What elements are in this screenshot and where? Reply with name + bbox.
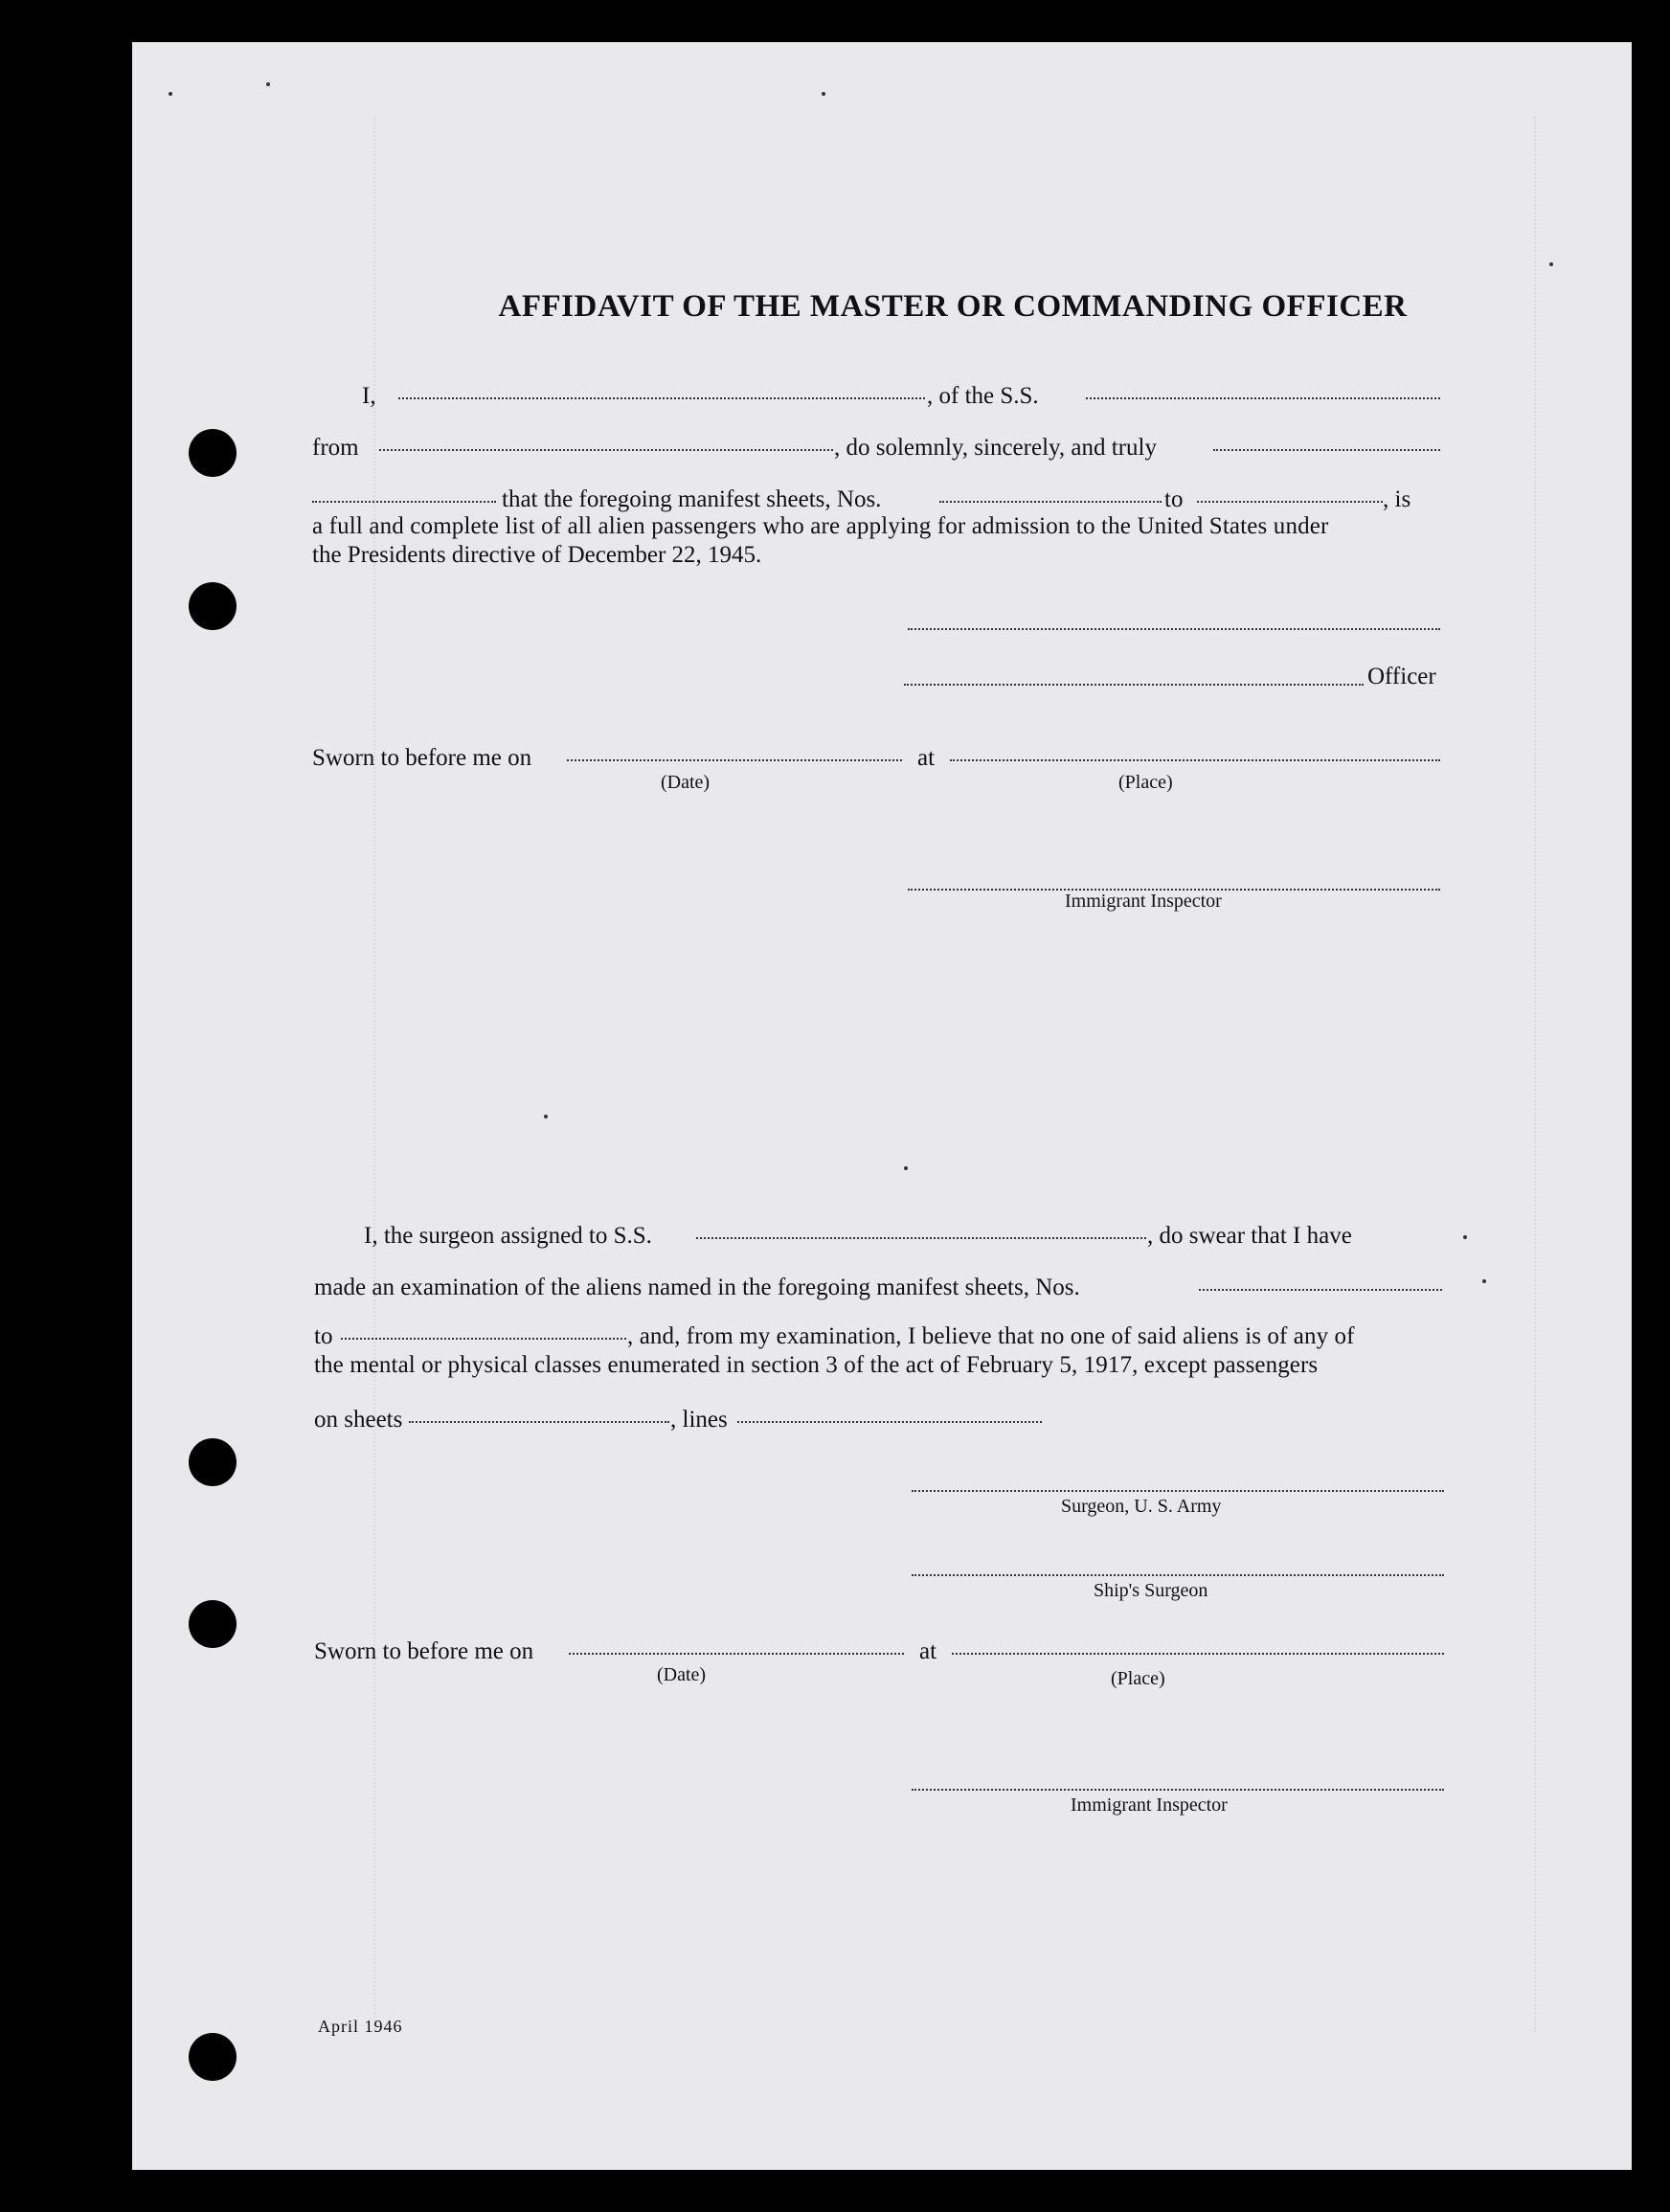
examination-label: made an examination of the aliens named in the foregoing manifest sheets, Nos. — [314, 1275, 1080, 1300]
army-surgeon-label: Surgeon, U. S. Army — [1061, 1496, 1222, 1517]
officer-signature-field[interactable] — [908, 628, 1440, 630]
oath-type-field[interactable] — [1213, 449, 1440, 451]
excepted-sheets-field[interactable] — [409, 1421, 669, 1423]
surgeon-manifest-from-field[interactable] — [1199, 1289, 1442, 1291]
speck — [544, 1115, 548, 1118]
from-label: from — [312, 435, 359, 461]
surgeon-statement-line: , and, from my examination, I believe that no one of said aliens is of any of — [627, 1323, 1355, 1349]
solemnly-label: , do solemnly, sincerely, and truly — [834, 435, 1157, 461]
punch-hole — [189, 429, 237, 477]
swear-label: , do swear that I have — [1147, 1223, 1352, 1249]
army-surgeon-signature-field[interactable] — [912, 1490, 1444, 1492]
surgeon-date-caption: (Date) — [657, 1664, 707, 1685]
punch-hole — [189, 1600, 237, 1648]
ship-surgeon-signature-field[interactable] — [912, 1574, 1444, 1576]
inspector-label: Immigrant Inspector — [1065, 891, 1222, 912]
to-label: to — [1164, 486, 1184, 512]
punch-hole — [189, 2033, 237, 2081]
surgeon-statement-line: the mental or physical classes enumerated in section 3 of the act of February 5, 1917, except passengers — [314, 1352, 1319, 1378]
excepted-lines-field[interactable] — [737, 1421, 1042, 1423]
from-port-field[interactable] — [379, 449, 833, 451]
date-caption: (Date) — [661, 772, 711, 793]
lines-label: , lines — [670, 1407, 728, 1433]
oath-type-continued-field[interactable] — [312, 501, 496, 503]
master-ship-field[interactable] — [1086, 397, 1440, 399]
sworn-label: Sworn to before me on — [312, 745, 532, 771]
is-label: , is — [1383, 486, 1411, 512]
manifest-from-field[interactable] — [939, 501, 1162, 503]
speck — [1463, 1235, 1467, 1239]
master-statement-line: the Presidents directive of December 22, 1945. — [312, 542, 762, 568]
form-title: AFFIDAVIT OF THE MASTER OR COMMANDING OFFICER — [498, 289, 1408, 324]
punch-hole — [189, 582, 237, 630]
speck — [266, 82, 270, 86]
form-page — [132, 42, 1632, 2170]
ship-surgeon-label: Ship's Surgeon — [1094, 1580, 1208, 1601]
surgeon-inspector-label: Immigrant Inspector — [1071, 1794, 1228, 1816]
sworn-date-field[interactable] — [567, 759, 902, 761]
surgeon-manifest-to-field[interactable] — [341, 1338, 626, 1340]
surgeon-sworn-place-field[interactable] — [952, 1653, 1444, 1655]
surgeon-ship-field[interactable] — [696, 1237, 1146, 1239]
surgeon-to-label: to — [314, 1323, 333, 1349]
surgeon-at-label: at — [919, 1638, 937, 1664]
manifest-nos-label: that the foregoing manifest sheets, Nos. — [502, 486, 882, 512]
master-i-label: I, — [362, 383, 376, 409]
surgeon-inspector-signature-field[interactable] — [912, 1789, 1444, 1791]
form-edition-date: April 1946 — [318, 2017, 403, 2036]
speck — [904, 1166, 908, 1170]
sheets-label: on sheets — [314, 1407, 403, 1433]
manifest-to-field[interactable] — [1197, 501, 1383, 503]
speck — [1482, 1279, 1486, 1283]
officer-name-field[interactable] — [904, 684, 1364, 686]
surgeon-place-caption: (Place) — [1111, 1668, 1165, 1689]
speck — [822, 92, 825, 96]
of-ss-label: , of the S.S. — [927, 383, 1039, 409]
speck — [169, 92, 172, 96]
at-label: at — [917, 745, 936, 771]
surgeon-assigned-label: I, the surgeon assigned to S.S. — [364, 1223, 652, 1249]
place-caption: (Place) — [1118, 772, 1173, 793]
speck — [1549, 262, 1553, 266]
officer-label: Officer — [1367, 664, 1436, 689]
sworn-place-field[interactable] — [950, 759, 1440, 761]
surgeon-sworn-date-field[interactable] — [569, 1653, 904, 1655]
surgeon-sworn-label: Sworn to before me on — [314, 1638, 534, 1664]
punch-hole — [189, 1438, 237, 1486]
master-name-field[interactable] — [398, 397, 925, 399]
master-statement-line: a full and complete list of all alien passengers who are applying for admission to the United States under — [312, 513, 1329, 539]
